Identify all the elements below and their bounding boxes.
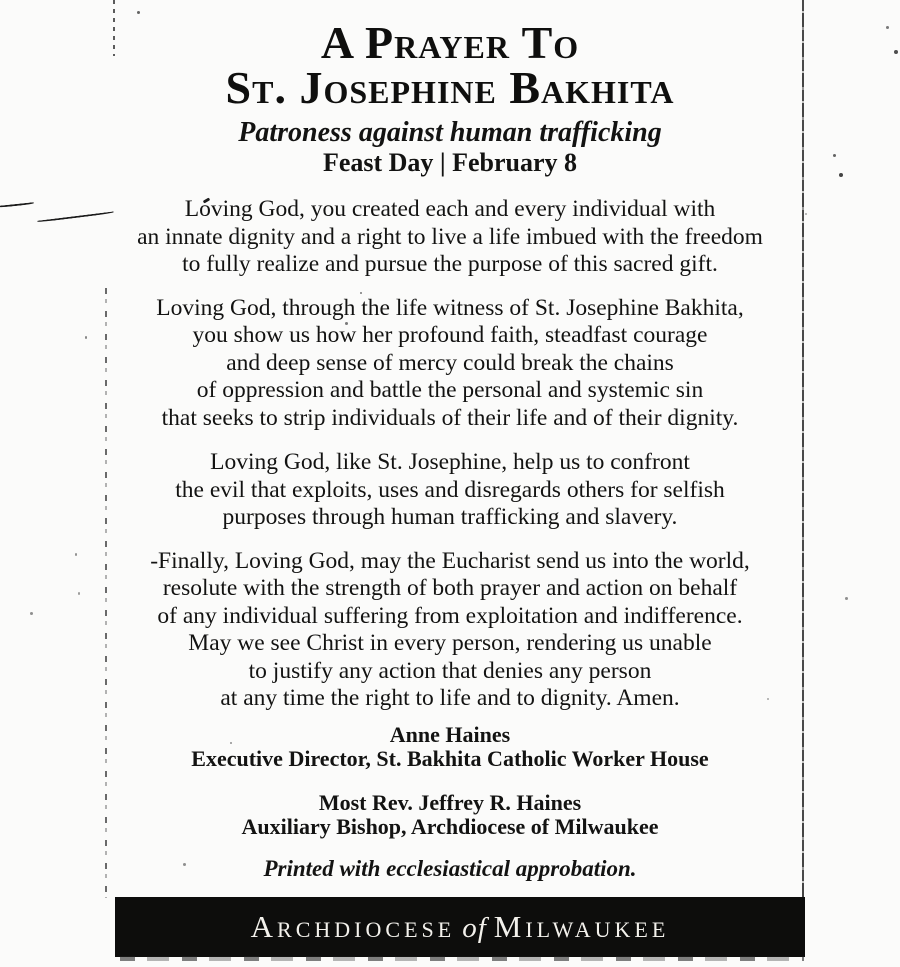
- prayer-line: at any time the right to life and to dignity. Amen.: [220, 685, 680, 711]
- prayer-line: to justify any action that denies any person: [248, 657, 652, 684]
- scan-bar-rough-edge: [120, 956, 804, 961]
- prayer-line: to fully realize and pursue the purpose of this sacred gift.: [182, 251, 718, 277]
- footer-word-of: of: [462, 912, 487, 944]
- footer-word-milwaukee: Milwaukee: [493, 909, 670, 944]
- prayer-paragraph-1: [0, 196, 900, 279]
- attribution-block-2: [0, 791, 900, 839]
- feast-day-line: Feast Day | February 8: [322, 148, 578, 177]
- prayer-line: and deep sense of mercy could break the chains: [226, 349, 674, 376]
- attribution-block-1: [0, 723, 900, 771]
- prayer-line: Loving God, through the life witness of St. Josephine Bakhita,: [156, 294, 744, 321]
- page-title-line-1: A Prayer To: [320, 17, 580, 68]
- prayer-line: the evil that exploits, uses and disregards others for selfish: [175, 476, 725, 503]
- prayer-line: May we see Christ in every person, rendering us unable: [188, 630, 712, 656]
- patroness-subtitle: Patroness against human trafficking: [238, 117, 662, 148]
- archdiocese-footer-text: [251, 909, 670, 945]
- page-title-line-2: St. Josephine Bakhita: [225, 62, 675, 113]
- prayer-line: an innate dignity and a right to live a life imbued with the freedom: [137, 223, 763, 250]
- prayer-line: that seeks to strip individuals of their life and of their dignity.: [161, 404, 739, 431]
- author-name: Anne Haines: [389, 721, 511, 747]
- footer-word-archdiocese: Archdiocese: [250, 909, 456, 944]
- prayer-line: of oppression and battle the personal and systemic sin: [196, 377, 704, 403]
- approbation-note: Printed with ecclesiastical approbation.: [263, 855, 637, 881]
- prayer-line: purposes through human trafficking and slavery.: [222, 504, 678, 530]
- prayer-line: resolute with the strength of both prayer and action on behalf: [162, 575, 738, 601]
- prayer-line: -Finally, Loving God, may the Eucharist send us into the world,: [150, 547, 750, 574]
- author-name: Most Rev. Jeffrey R. Haines: [318, 789, 582, 815]
- author-title: Auxiliary Bishop, Archdiocese of Milwaukee: [241, 813, 659, 839]
- prayer-line: Loving God, like St. Josephine, help us to confront: [210, 449, 690, 475]
- prayer-paragraph-3: [0, 449, 900, 532]
- prayer-line: of any individual suffering from exploitation and indifference.: [157, 602, 743, 629]
- prayer-paragraph-4: [0, 548, 900, 713]
- prayer-line: Loving God, you created each and every individual with: [184, 196, 716, 222]
- author-title: Executive Director, St. Bakhita Catholic Worker House: [191, 745, 709, 771]
- prayer-line: you show us how her profound faith, steadfast courage: [192, 322, 708, 348]
- prayer-paragraph-2: [0, 295, 900, 433]
- archdiocese-footer-bar: [115, 897, 805, 957]
